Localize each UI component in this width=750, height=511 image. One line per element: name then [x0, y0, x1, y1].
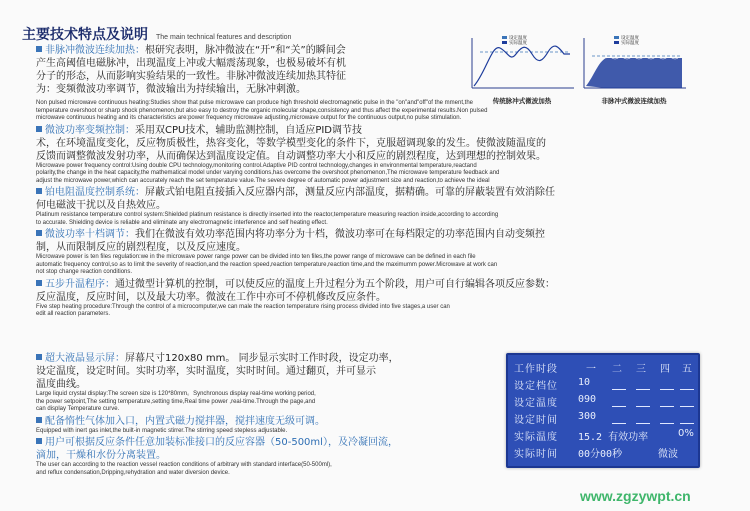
lcd-row-period	[508, 359, 698, 375]
lcd-period-5: 五	[682, 364, 692, 375]
section-heading: 微波功率变频控制：	[45, 124, 135, 136]
section-en-line: Platinum resistance temperature control system:Shielded platinum resistance is directly inserted into the reactor,temperature measuring reaction inside,according to according	[36, 212, 499, 218]
lcd-blank	[612, 423, 626, 424]
section-heading: 微波功率十档调节：	[45, 229, 135, 240]
lcd-blank	[612, 389, 626, 390]
lcd-label: 设定时间	[514, 415, 558, 426]
section-en-line: microwave continuous heating and its characteristics are:power frequency microwave adjusting,microwave output for the continuous output,no pulse stimulation.	[36, 115, 462, 121]
lcd-blank	[636, 389, 650, 390]
lcd-blank	[680, 389, 694, 390]
section-en-line: adjust the microwave power,which can accurately reach the set temperature value.The severe degree of automatic power adjustment size and reaction,to achieve the ideal	[36, 177, 490, 184]
section-en-line: edit all reaction parameters.	[36, 311, 111, 317]
section-five-step: 五步升温程序：通过微型计算机的控制，可以使反应的温度上升过程分为五个阶段，用户可自行编辑各项反应参数： 反应温度，反应时间，以及最大功率。微波在工作中亦可不停机修改反应条件。 Five step heating procedure:Through the control of a microcomputer,we can male the reaction temperature rising process divided into five stages,a user can edit all reaction parameters.	[36, 278, 712, 319]
section-en-line: Microwave power frequency control:Using double CPU technology,monitoring control.Adaptive PID control technology,changes in environmental temperature,reactand	[36, 162, 477, 169]
lcd-power-percent: 0%	[678, 428, 694, 439]
lcd-period-2: 二	[612, 364, 622, 375]
legend-actual-temp: 实际温度	[621, 41, 639, 46]
section-heading: 非脉冲微波连续加热：	[45, 45, 145, 56]
section-lcd: 超大液晶显示屏：屏幕尺寸120x80 mm。 同步显示实时工作时段，设定功率， 设定温度，设定时间。实时功率，实时温度，实时时间。通过翻页，并可显示 温度曲线。 Large liquid crystal display:The screen size is 120*80mm。Synchronous display real-time working period, the power setpoint,The setting temperature,setting time,Real time power ,real-time.Through the page,and can display Temperature curve.	[36, 352, 498, 414]
section-en-line: Equipped with inert gas inlet,the built-in magnetic stirrer.The stirring speed stepless adjustable.	[36, 427, 288, 434]
page-subtitle: The main technical features and description	[156, 34, 292, 41]
section-en-line: Microwave power is ten files regulation:we in the microwave power range power can be divided into ten files,the power range of microwave can be defined in each file	[36, 254, 476, 260]
lcd-blank	[660, 423, 674, 424]
lcd-blank	[660, 389, 674, 390]
bullet-icon	[36, 230, 42, 236]
legend-set-temp: 设定温度	[621, 36, 639, 41]
lcd-blank	[612, 406, 626, 407]
lcd-display	[506, 353, 700, 468]
lcd-blank	[636, 406, 650, 407]
lcd-row-power-level	[508, 376, 698, 392]
lcd-period-1: 一	[586, 364, 596, 375]
lcd-label: 实际时间	[514, 449, 558, 460]
lcd-value: 10	[578, 377, 591, 388]
bullet-icon	[36, 126, 42, 132]
lcd-period-3: 三	[636, 364, 646, 375]
section-line: 设定温度，设定时间。实时功率，实时温度，实时时间。通过翻页，并可显示	[36, 366, 376, 377]
section-en-line: Five step heating procedure:Through the control of a microcomputer,we can male the reaction temperature rising process divided into five stages,a user can	[36, 303, 450, 310]
lcd-label: 设定温度	[514, 398, 558, 409]
section-en-line: can display Temperature curve.	[36, 406, 120, 412]
lcd-blank	[636, 423, 650, 424]
section-line: 为：变频微波功率调节，微波输出为持续输出，无脉冲刺激。	[36, 84, 306, 95]
section-inert-gas	[36, 415, 498, 436]
section-en-line: The user can according to the reaction vessel reaction conditions of arbitrary with standard interface(50-500ml),	[36, 462, 332, 468]
section-line: 滴加，干燥和水份分离装置。	[36, 450, 166, 461]
lcd-period-4: 四	[660, 364, 670, 375]
section-heading: 五步升温程序：	[45, 278, 115, 290]
section-nonpulse-en	[36, 100, 712, 123]
section-line: 反应温度，反应时间，以及最大功率。微波在工作中亦可不停机修改反应条件。	[36, 291, 386, 303]
bullet-icon	[36, 188, 42, 194]
sections-body	[36, 100, 712, 320]
lcd-label: 实际温度	[514, 432, 558, 443]
section-en-line: the power setpoint,The setting temperature,setting time,Real time power ,real-time.Through the page,and	[36, 398, 316, 405]
section-line: 非脉冲微波连续加热：根研究表明，脉冲微波在“开”和“关”的瞬间会	[36, 44, 484, 57]
section-line: 术，在环境温度变化，反应物质极性，热容变化，等数学模型变化的条件下，克服超调现象的发生。使微波随温度的	[36, 137, 546, 149]
lcd-label: 设定档位	[514, 381, 558, 392]
lcd-value: 00分00秒	[578, 449, 623, 460]
section-en-line: to accurate. Shielding device is reliable and eliminate any electromagnetic interference and self heating effect.	[36, 219, 328, 226]
section-line: 何电磁波干扰以及自热效应。	[36, 200, 166, 211]
watermark: www.zgzywpt.cn	[580, 488, 691, 504]
continuous-heating-graph	[578, 32, 690, 94]
lcd-blank	[660, 406, 674, 407]
lcd-label: 工作时段	[514, 364, 558, 375]
bullet-icon	[36, 280, 42, 286]
lcd-row-actual-temp	[508, 427, 698, 443]
section-en-line: Large liquid crystal display:The screen size is 120*80mm。Synchronous display real-time working period,	[36, 391, 316, 397]
section-heading: 铂电阻温度控制系统：	[45, 187, 145, 198]
section-en-line: Non pulsed microwave continuous heating:Studies show that pulse microwave can produce high threshold electromagnetic pulse in the "on"and"off"of the mment,the	[36, 100, 473, 106]
section-line: 产生高阈值电磁脉冲，出现温度上冲或大幅震荡现象，也极易破坏有机	[36, 58, 346, 69]
legend-set-temp: 设定温度	[509, 36, 527, 41]
page-title: 主要技术特点及说明	[22, 27, 148, 43]
lcd-microwave-indicator: 微波	[658, 449, 678, 460]
section-heading: 超大液晶显示屏：	[45, 353, 125, 364]
lcd-value: 090	[578, 394, 597, 405]
section-line: 分子的形态，从而影响实验结果的一致性。非脉冲微波连续加热其特征	[36, 71, 346, 82]
section-line: 反馈而调整微波发射功率，从而确保达到温度设定值。自动调整功率大小和反应的剧烈程度，达到理想的控制效果。	[36, 150, 546, 162]
lcd-row-set-temp	[508, 393, 698, 409]
section-en-line: automatic frequency control,so as to limit the severity of reaction,and the reaction speed,reaction temperature,reaction time,and the maximumm power.Microwave at work can	[36, 261, 498, 268]
pulsed-heating-caption: 传统脉冲式微波加热	[492, 97, 552, 105]
section-heading: 用户可根据反应条件任意加装标准接口的反应容器（50-500ml），及冷凝回流，	[45, 437, 398, 448]
section-line: 温度曲线。	[36, 379, 86, 390]
lcd-row-actual-time	[508, 444, 698, 460]
bullet-icon	[36, 417, 42, 423]
sections-lower	[36, 352, 498, 478]
section-heading: 配备惰性气体加入口，内置式磁力搅拌器，搅拌速度无级可调。	[45, 415, 325, 427]
section-nonpulse	[36, 44, 484, 96]
lcd-value: 300	[578, 411, 597, 422]
bullet-icon	[36, 354, 42, 360]
lcd-blank	[680, 423, 694, 424]
section-en-line: temperature overshoot or sharp shock phenomenon,but also easy to destroy the organic molecular shape,consistency and thus affect the experimental results.Non pulsed	[36, 107, 488, 114]
section-line: 制，从而限制反应的剧烈程度，以及反应速度。	[36, 242, 246, 253]
lcd-row-set-time	[508, 410, 698, 426]
section-power-control: 微波功率变频控制：采用双CPU技术，辅助监测控制，自适应PID调节技 术，在环境温度变化，反应物质极性，热容变化，等数学模型变化的条件下，克服超调现象的发生。使微波随温度的 反馈而调整微波发射功率，从而确保达到温度设定值。自动调整功率大小和反应的剧烈程度，达到理想的控制效果。 Microwave power frequency control:Using double CPU technology,monitoring control.Adaptive PID control technology,changes in environmental temperature,reactand polarity,the change in the heat capacity,the mathematical model under varying conditions,has overcome the overshoot phenomenon,The microwave temperature feedback and adjust the microwave power,which can accurately reach the set temperature value.The severe degree of automatic power adjustment size and reaction,to achieve the ideal	[36, 124, 712, 186]
section-en-line: polarity,the change in the heat capacity,the mathematical model under varying conditions,has overcome the overshoot phenomenon,The microwave temperature feedback and	[36, 170, 500, 176]
section-en-line: not stop change reaction conditions.	[36, 269, 133, 275]
legend-actual-temp: 实际温度	[509, 41, 527, 46]
section-platinum: 铂电阻温度控制系统：屏蔽式铂电阻直接插入反应器内部，测量反应内部温度，据精确。可靠的屏蔽装置有效消除任 何电磁波干扰以及自热效应。 Platinum resistance temperature control system:Shielded platinum resistance is directly inserted into the reactor,temperature measuring reaction inside,according to according to accurate. Shielding device is reliable and eliminate any electromagnetic interference and self heating effect.	[36, 186, 712, 227]
continuous-heating-caption: 非脉冲式微波连续加热	[601, 97, 667, 105]
bullet-icon	[36, 438, 42, 444]
lcd-value: 15.2 有效功率	[578, 432, 649, 443]
lcd-blank	[680, 406, 694, 407]
title-bar	[22, 24, 291, 44]
section-en-line: and reflux condensation,Dripping,rehydration and water diversion device.	[36, 469, 230, 476]
section-vessels	[36, 436, 498, 477]
section-ten-levels: 微波功率十档调节：我们在微波有效功率范围内将功率分为十档，微波功率可在每档限定的功率范围内自动变频控 制，从而限制反应的剧烈程度，以及反应速度。 Microwave power is ten files regulation:we in the microwave power range power can be divided into ten files,the power range of microwave can be defined in each file automatic frequency control,so as to limit the severity of reaction,and the reaction speed,reaction temperature,reaction time,and the maximumm power.Microwave at work can not stop change reaction conditions.	[36, 228, 712, 277]
bullet-icon	[36, 46, 42, 52]
